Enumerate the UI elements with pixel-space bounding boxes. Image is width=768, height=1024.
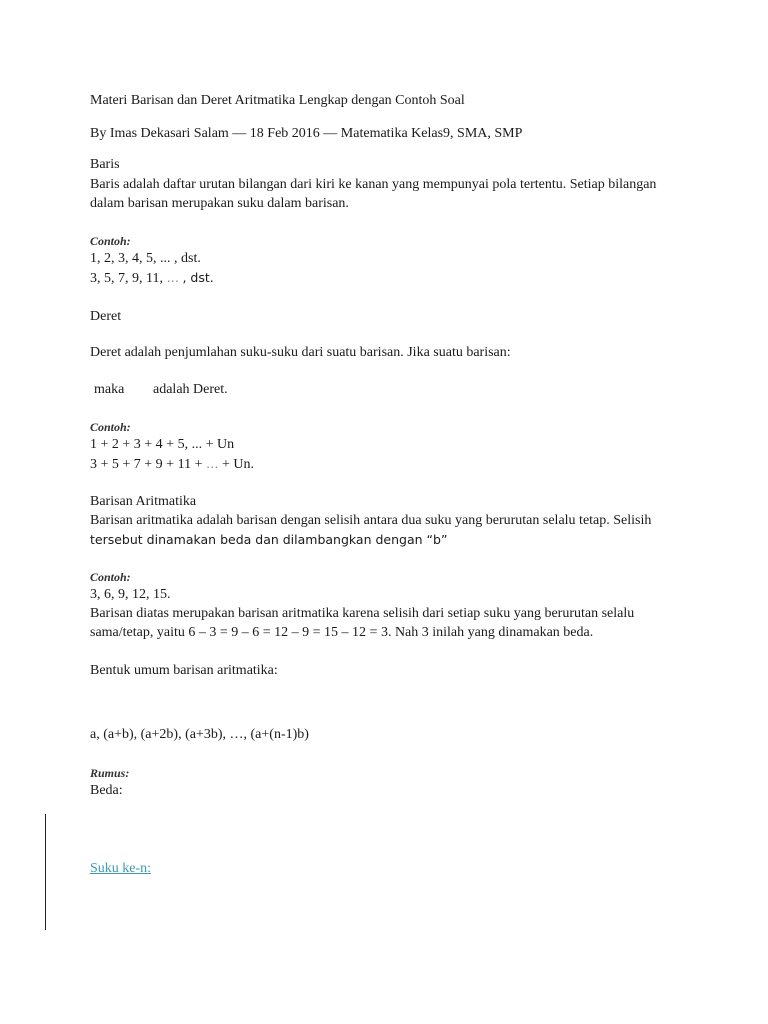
aritmatika-desc-line1: Barisan aritmatika adalah barisan dengan selisih antara dua suku yang berurutan selalu tetap. Selisih <box>90 513 652 528</box>
aritmatika-desc-line2: tersebut dinamakan beda dan dilambangkan dengan “b” <box>90 532 448 547</box>
aritmatika-expl-line1: Barisan diatas merupakan barisan aritmatika karena selisih dari setiap suku yang berurutan selalu <box>90 606 635 621</box>
baris-desc-line1: Baris adalah daftar urutan bilangan dari kiri ke kanan yang mempunyai pola tertentu. Setiap bilangan <box>90 177 657 192</box>
byline: By Imas Dekasari Salam — 18 Feb 2016 — Matematika Kelas9, SMA, SMP <box>90 126 523 141</box>
aritmatika-example: 3, 6, 9, 12, 15. <box>90 587 171 602</box>
margin-change-bar <box>45 814 46 930</box>
deret-desc: Deret adalah penjumlahan suku-suku dari suatu barisan. Jika suatu barisan: <box>90 345 511 360</box>
deret-example-2-end: + Un. <box>221 457 254 472</box>
baris-heading: Baris <box>90 157 120 172</box>
bentuk-umum-label: Bentuk umum barisan aritmatika: <box>90 663 278 678</box>
rumus-label: Rumus: <box>90 766 130 780</box>
suku-ke-n-link[interactable]: Suku ke-n: <box>90 861 152 876</box>
baris-example-1: 1, 2, 3, 4, 5, ... , dst. <box>90 251 201 266</box>
baris-desc-line2: dalam barisan merupakan suku dalam barisan. <box>90 196 349 211</box>
baris-example-2-a: 3, 5, 7, 9, 11, <box>90 271 163 286</box>
page-title: Materi Barisan dan Deret Aritmatika Lengkap dengan Contoh Soal <box>90 93 465 108</box>
aritmatika-heading: Barisan Aritmatika <box>90 494 197 509</box>
deret-example-2 <box>90 455 254 474</box>
deret-adalah: adalah Deret. <box>153 382 228 397</box>
baris-contoh-label: Contoh: <box>90 234 131 248</box>
aritmatika-expl-line2: sama/tetap, yaitu 6 – 3 = 9 – 6 = 12 – 9 = 15 – 12 = 3. Nah 3 inilah yang dinamakan beda. <box>90 625 594 640</box>
deret-example-1: 1 + 2 + 3 + 4 + 5, ... + Un <box>90 437 235 452</box>
aritmatika-contoh-label: Contoh: <box>90 570 131 584</box>
deret-maka: maka <box>94 382 125 397</box>
baris-example-2-ellipsis: … <box>166 270 179 285</box>
beda-label: Beda: <box>90 783 123 798</box>
baris-example-2 <box>90 269 214 288</box>
deret-example-2-ellipsis: … <box>205 456 219 471</box>
baris-example-2-end: , dst. <box>182 270 214 285</box>
general-form: a, (a+b), (a+2b), (a+3b), …, (a+(n-1)b) <box>90 727 309 742</box>
deret-example-2-a: 3 + 5 + 7 + 9 + 11 + <box>90 457 203 472</box>
deret-heading: Deret <box>90 309 122 324</box>
deret-contoh-label: Contoh: <box>90 420 131 434</box>
